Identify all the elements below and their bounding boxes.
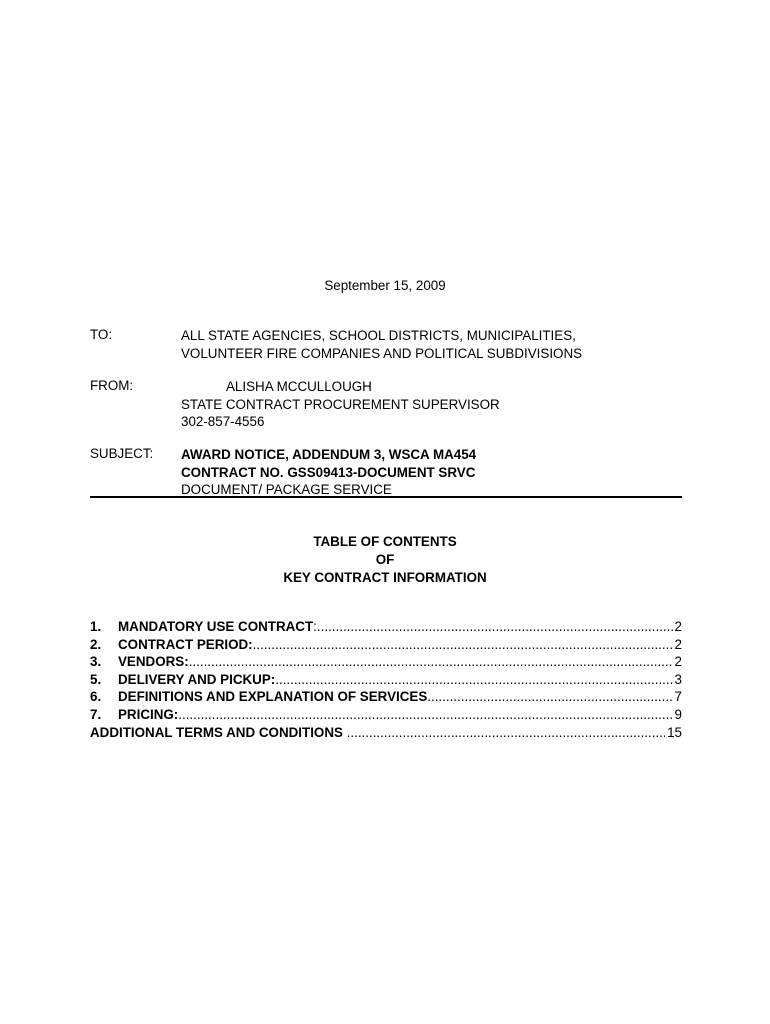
toc-entry[interactable]	[90, 724, 682, 742]
toc-title-line: TABLE OF CONTENTS	[313, 534, 457, 549]
toc-entry-number: 3.	[90, 654, 102, 670]
toc-entry-number: 6.	[90, 689, 102, 705]
subject-line: AWARD NOTICE, ADDENDUM 3, WSCA MA454	[181, 447, 477, 462]
toc-dot-leader	[178, 706, 672, 724]
toc-entry[interactable]	[90, 688, 682, 706]
toc-dot-leader	[347, 724, 665, 742]
to-line: VOLUNTEER FIRE COMPANIES AND POLITICAL SUBDIVISIONS	[181, 345, 583, 361]
table-of-contents	[90, 618, 682, 741]
toc-entry-suffix: :	[313, 619, 317, 634]
toc-entry-label: MANDATORY USE CONTRACT	[118, 619, 314, 634]
toc-entry[interactable]	[90, 706, 682, 724]
toc-dot-leader	[427, 688, 672, 706]
toc-entry-number: 2.	[90, 636, 102, 652]
toc-entry-number: 7.	[90, 706, 102, 722]
toc-entry-page: 9	[674, 706, 682, 722]
toc-dot-leader	[189, 653, 673, 671]
toc-entry-page: 3	[674, 671, 682, 687]
toc-entry[interactable]	[90, 636, 682, 654]
toc-entry-page: 2	[674, 619, 682, 634]
toc-entry-label: PRICING:	[118, 706, 179, 722]
subject-label: SUBJECT:	[90, 446, 154, 461]
toc-entry-label: DEFINITIONS AND EXPLANATION OF SERVICES	[118, 689, 428, 705]
toc-title-line: KEY CONTRACT INFORMATION	[283, 569, 487, 585]
toc-entry-label: DELIVERY AND PICKUP:	[118, 671, 276, 687]
toc-entry-number: 1.	[90, 619, 102, 634]
toc-entry[interactable]	[90, 618, 682, 636]
toc-entry-label: ADDITIONAL TERMS AND CONDITIONS	[90, 724, 343, 740]
toc-dot-leader	[275, 671, 672, 689]
to-recipients	[181, 327, 582, 362]
toc-entry-page: 7	[674, 689, 682, 705]
toc-entry-label: VENDORS:	[118, 654, 189, 670]
from-title: STATE CONTRACT PROCUREMENT SUPERVISOR	[181, 396, 500, 412]
toc-entry-page: 2	[674, 636, 682, 652]
toc-entry[interactable]	[90, 653, 682, 671]
subject-text	[181, 446, 476, 499]
subject-line: CONTRACT NO. GSS09413-DOCUMENT SRVC	[181, 464, 476, 480]
toc-title	[0, 533, 770, 586]
toc-dot-leader	[253, 636, 673, 654]
toc-entry-number: 5.	[90, 671, 102, 687]
from-label: FROM:	[90, 378, 134, 393]
to-label: TO:	[90, 327, 113, 342]
subject-line: DOCUMENT/ PACKAGE SERVICE	[181, 482, 392, 497]
from-name: ALISHA MCCULLOUGH	[226, 379, 372, 394]
from-sender	[181, 378, 500, 431]
to-line: ALL STATE AGENCIES, SCHOOL DISTRICTS, MUNICIPALITIES,	[181, 328, 576, 343]
toc-entry-page: 15	[667, 724, 682, 740]
toc-dot-leader	[317, 618, 673, 636]
toc-entry[interactable]	[90, 671, 682, 689]
from-phone: 302-857-4556	[181, 414, 265, 429]
memo-date: September 15, 2009	[324, 278, 446, 293]
toc-entry-label: CONTRACT PERIOD:	[118, 636, 253, 652]
toc-title-line: OF	[375, 551, 395, 567]
header-divider	[90, 496, 682, 498]
toc-entry-page: 2	[674, 654, 682, 670]
